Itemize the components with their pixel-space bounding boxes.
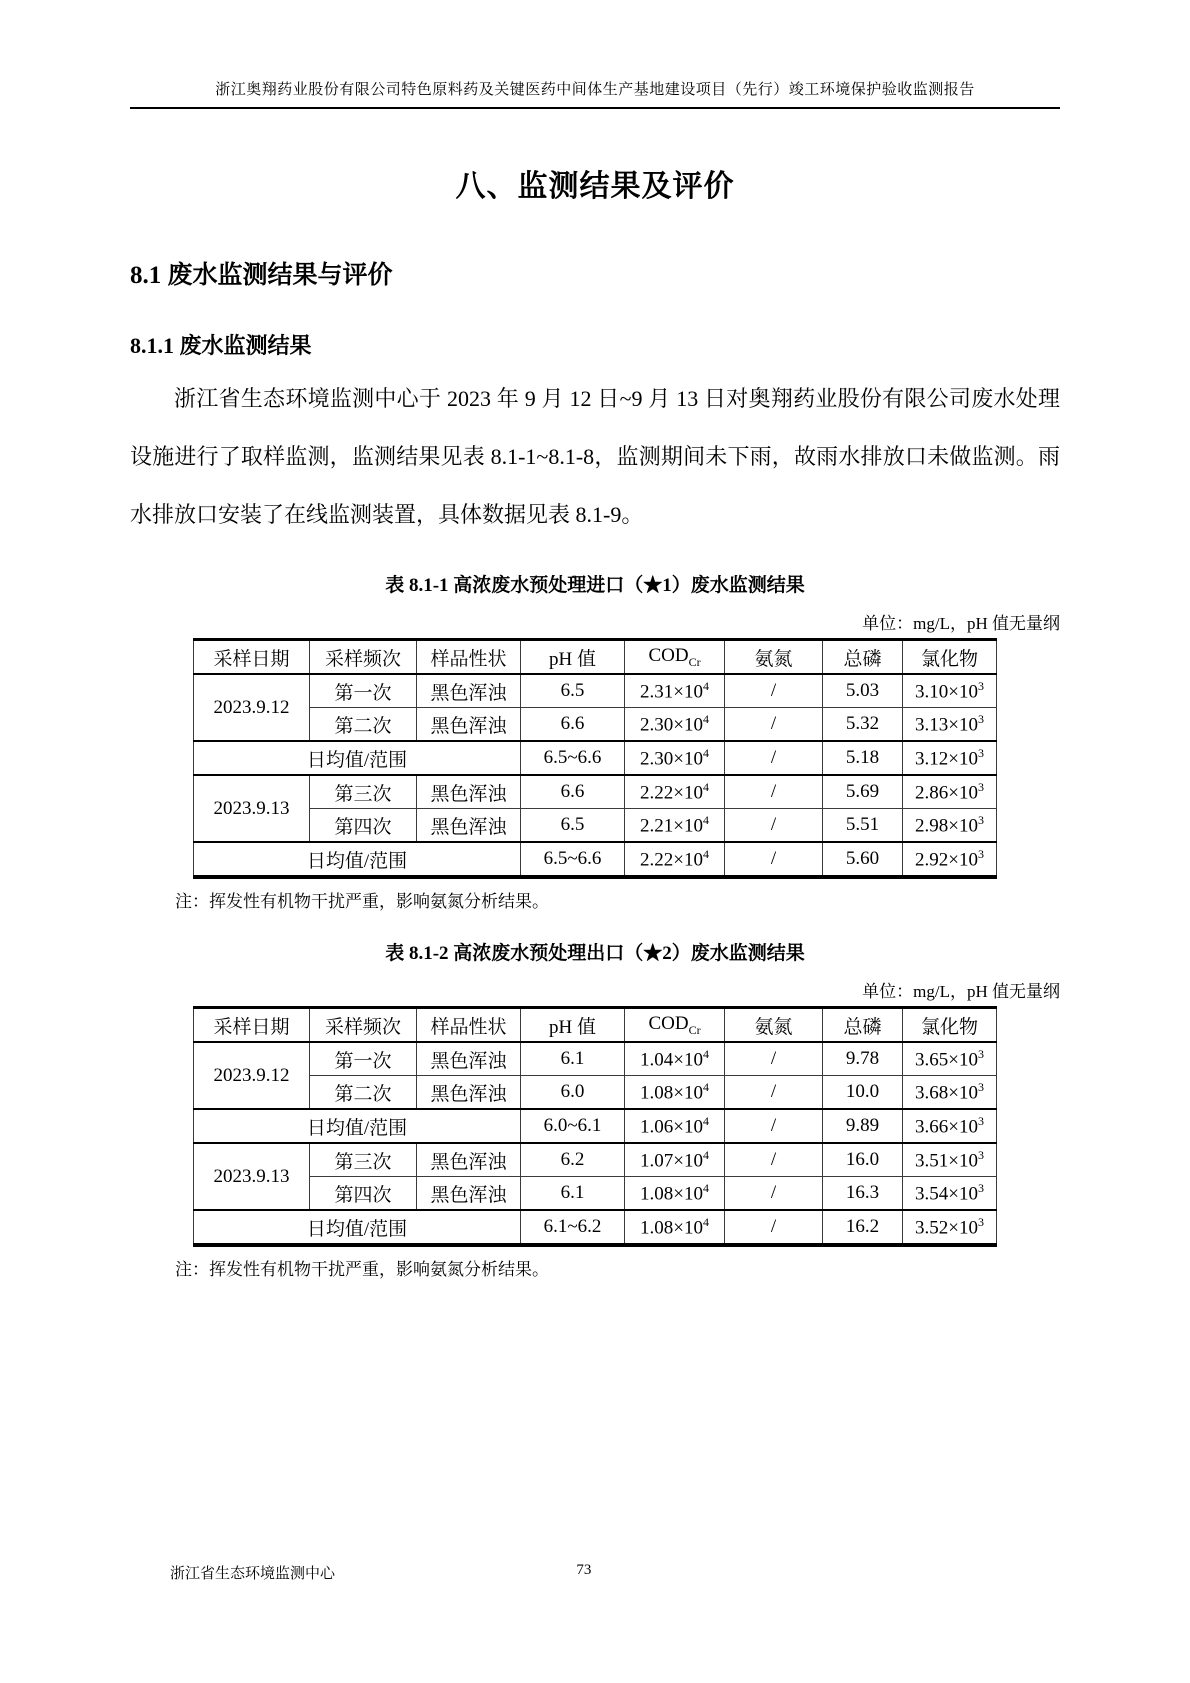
table-cell: 6.0 [521, 1076, 625, 1110]
table-cell: 黑色浑浊 [417, 1076, 521, 1110]
date-cell: 2023.9.13 [194, 1143, 310, 1210]
table-cell: 黑色浑浊 [417, 1177, 521, 1211]
table-cell: $3.13\times 10^3$ [903, 708, 997, 742]
table-cell: $3.12\times 10^3$ [903, 741, 997, 775]
table-cell: 5.18 [823, 741, 903, 775]
table-cell: 16.2 [823, 1210, 903, 1245]
column-header: $COD_{Cr}$ [625, 1008, 725, 1043]
table-cell: / [725, 1042, 823, 1076]
table-cell: / [725, 775, 823, 809]
date-cell: 2023.9.12 [194, 674, 310, 741]
table-cell: / [725, 1076, 823, 1110]
column-header: 样品性状 [417, 640, 521, 675]
section-heading: 8.1 废水监测结果与评价 [130, 262, 393, 289]
table-cell: 第三次 [310, 775, 417, 809]
table-cell: 第四次 [310, 1177, 417, 1211]
table-cell: 黑色浑浊 [417, 708, 521, 742]
table-cell: 黑色浑浊 [417, 775, 521, 809]
table-cell: 16.0 [823, 1143, 903, 1177]
table-cell: 6.5~6.6 [521, 741, 625, 775]
monitoring-table-outlet [193, 1006, 997, 1247]
table-cell: 5.60 [823, 842, 903, 877]
monitoring-table-inlet [193, 638, 997, 879]
table-cell: 6.0~6.1 [521, 1109, 625, 1143]
table-block-1 [130, 570, 1060, 912]
table-caption: 表 8.1-1 高浓废水预处理进口（★1）废水监测结果 [385, 575, 805, 596]
table-cell: $3.51\times 10^3$ [903, 1143, 997, 1177]
table-cell: / [725, 1210, 823, 1245]
table-cell: $2.30\times 10^4$ [625, 708, 725, 742]
table-cell: $3.68\times 10^3$ [903, 1076, 997, 1110]
table-cell: 5.32 [823, 708, 903, 742]
table-cell: 5.51 [823, 809, 903, 843]
table-cell: / [725, 1177, 823, 1211]
table-cell: 6.1~6.2 [521, 1210, 625, 1245]
footer-org-text: 浙江省生态环境监测中心 [170, 1566, 336, 1582]
table-cell: 6.5 [521, 674, 625, 708]
table-cell: 6.1 [521, 1042, 625, 1076]
table-cell: 5.69 [823, 775, 903, 809]
subsection-heading: 8.1.1 废水监测结果 [130, 333, 312, 358]
column-header: 样品性状 [417, 1008, 521, 1043]
body-paragraph: 浙江省生态环境监测中心于 2023 年 9 月 12 日~9 月 13 日对奥翔药业股份有限公司废水处理设施进行了取样监测，监测结果见表 8.1-1~8.1-8，监测期间未下雨，故雨水排放口未做监测。雨水排放口安装了在线监测装置，具体数据见表 8.1-9。 [130, 386, 1060, 527]
table-cell: 6.5~6.6 [521, 842, 625, 877]
table-cell: $2.98\times 10^3$ [903, 809, 997, 843]
table-cell: $2.21\times 10^4$ [625, 809, 725, 843]
table-cell: $1.07\times 10^4$ [625, 1143, 725, 1177]
page-header-text: 浙江奥翔药业股份有限公司特色原料药及关键医药中间体生产基地建设项目（先行）竣工环境保护验收监测报告 [130, 78, 1060, 109]
column-header: 总磷 [823, 1008, 903, 1043]
page-footer [130, 1562, 1060, 1583]
table-note: 注：挥发性有机物干扰严重，影响氨氮分析结果。 [175, 1260, 549, 1279]
date-cell: 2023.9.13 [194, 775, 310, 842]
table-cell: 6.5 [521, 809, 625, 843]
table-cell: $3.54\times 10^3$ [903, 1177, 997, 1211]
table-cell: $2.22\times 10^4$ [625, 775, 725, 809]
table-note: 注：挥发性有机物干扰严重，影响氨氮分析结果。 [175, 892, 549, 911]
page-number: 73 [576, 1562, 592, 1578]
table-cell: 黑色浑浊 [417, 809, 521, 843]
column-header: 氨氮 [725, 1008, 823, 1043]
table-cell: $1.08\times 10^4$ [625, 1076, 725, 1110]
table-cell: 黑色浑浊 [417, 1042, 521, 1076]
summary-label-cell: 日均值/范围 [194, 741, 521, 775]
table-cell: 黑色浑浊 [417, 674, 521, 708]
date-cell: 2023.9.12 [194, 1042, 310, 1109]
table-cell: $2.86\times 10^3$ [903, 775, 997, 809]
table-cell: $2.30\times 10^4$ [625, 741, 725, 775]
page-title: 八、监测结果及评价 [455, 170, 735, 203]
column-header: pH 值 [521, 1008, 625, 1043]
table-cell: / [725, 809, 823, 843]
column-header: $COD_{Cr}$ [625, 640, 725, 675]
table-cell: 6.6 [521, 708, 625, 742]
table-cell: 第三次 [310, 1143, 417, 1177]
table-cell: 9.78 [823, 1042, 903, 1076]
table-cell: 第四次 [310, 809, 417, 843]
summary-label-cell: 日均值/范围 [194, 1109, 521, 1143]
table-cell: 6.6 [521, 775, 625, 809]
table-cell: 16.3 [823, 1177, 903, 1211]
table-cell: 第一次 [310, 1042, 417, 1076]
table-cell: $3.66\times 10^3$ [903, 1109, 997, 1143]
table-cell: 6.1 [521, 1177, 625, 1211]
table-cell: 第二次 [310, 708, 417, 742]
table-cell: $1.08\times 10^4$ [625, 1210, 725, 1245]
column-header: 采样频次 [310, 1008, 417, 1043]
column-header: 采样日期 [194, 1008, 310, 1043]
table-cell: $1.04\times 10^4$ [625, 1042, 725, 1076]
table-cell: / [725, 842, 823, 877]
table-cell: 5.03 [823, 674, 903, 708]
table-cell: $2.92\times 10^3$ [903, 842, 997, 877]
table-cell: 10.0 [823, 1076, 903, 1110]
column-header: 采样日期 [194, 640, 310, 675]
table-cell: / [725, 1109, 823, 1143]
column-header: 氨氮 [725, 640, 823, 675]
unit-note: 单位：mg/L，pH 值无量纲 [862, 982, 1060, 1001]
table-cell: $2.22\times 10^4$ [625, 842, 725, 877]
table-cell: $2.31\times 10^4$ [625, 674, 725, 708]
summary-label-cell: 日均值/范围 [194, 1210, 521, 1245]
table-cell: / [725, 741, 823, 775]
table-cell: 9.89 [823, 1109, 903, 1143]
table-cell: $1.06\times 10^4$ [625, 1109, 725, 1143]
table-cell: $3.52\times 10^3$ [903, 1210, 997, 1245]
table-block-2 [130, 938, 1060, 1280]
column-header: 采样频次 [310, 640, 417, 675]
table-cell: 第一次 [310, 674, 417, 708]
table-cell: / [725, 1143, 823, 1177]
summary-label-cell: 日均值/范围 [194, 842, 521, 877]
column-header: 氯化物 [903, 640, 997, 675]
column-header: 氯化物 [903, 1008, 997, 1043]
table-cell: $3.10\times 10^3$ [903, 674, 997, 708]
table-cell: 黑色浑浊 [417, 1143, 521, 1177]
table-cell: 第二次 [310, 1076, 417, 1110]
column-header: 总磷 [823, 640, 903, 675]
table-cell: $3.65\times 10^3$ [903, 1042, 997, 1076]
column-header: pH 值 [521, 640, 625, 675]
table-caption: 表 8.1-2 高浓废水预处理出口（★2）废水监测结果 [385, 943, 805, 964]
table-cell: / [725, 708, 823, 742]
table-cell: / [725, 674, 823, 708]
unit-note: 单位：mg/L，pH 值无量纲 [862, 614, 1060, 633]
table-cell: $1.08\times 10^4$ [625, 1177, 725, 1211]
table-cell: 6.2 [521, 1143, 625, 1177]
